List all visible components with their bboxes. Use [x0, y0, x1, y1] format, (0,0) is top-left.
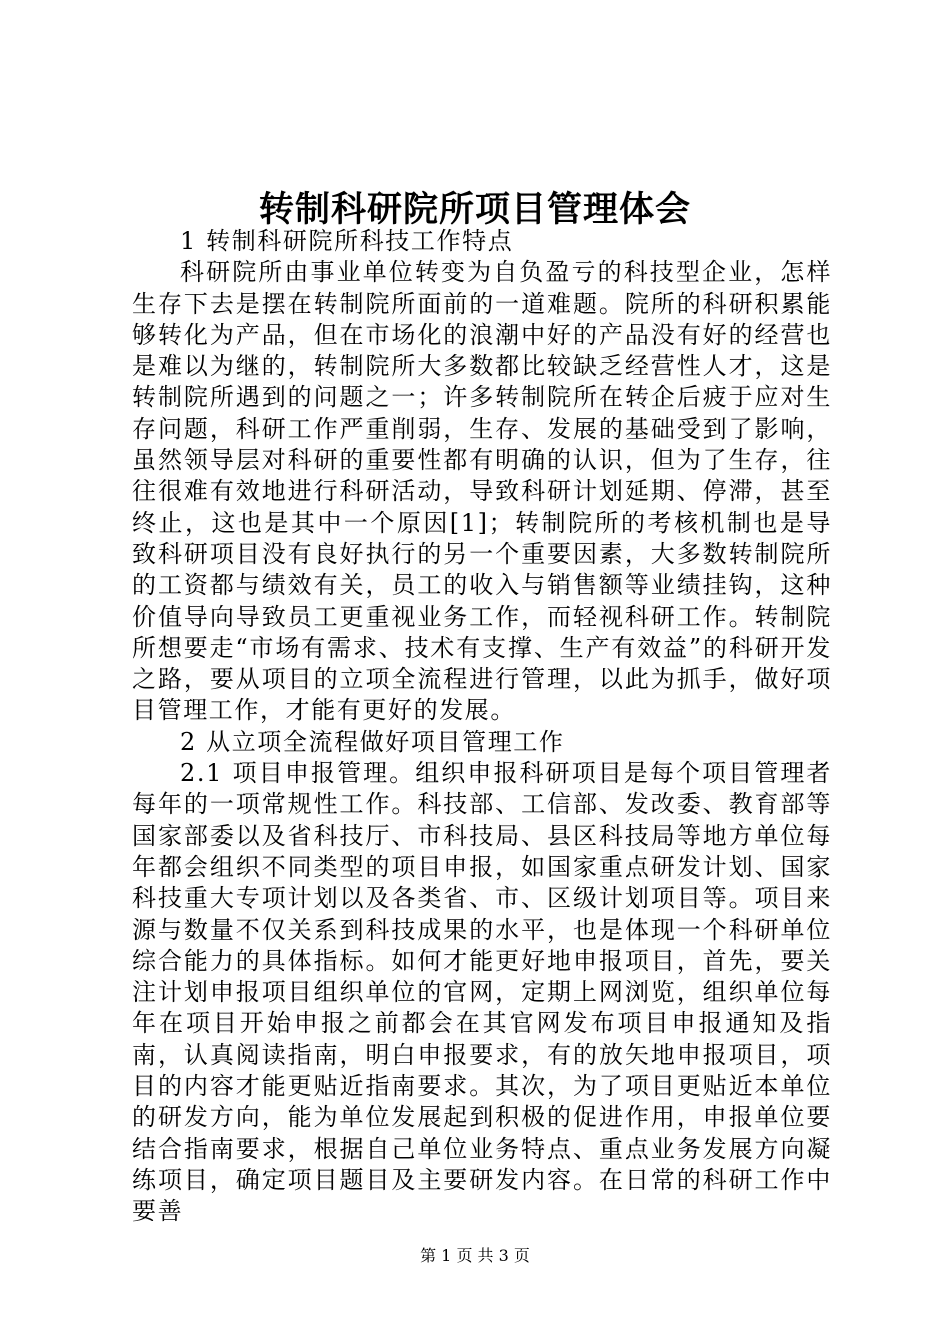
section-heading-2: 2 从立项全流程做好项目管理工作 [180, 727, 565, 756]
document-body [132, 226, 832, 1228]
section-heading-1: 1 转制科研院所科技工作特点 [180, 227, 514, 255]
page-footer: 第 1 页 共 3 页 [420, 1246, 530, 1265]
section-paragraph-1: 科研院所由事业单位转变为自负盈亏的科技型企业，怎样生存下去是摆在转制院所面前的一道难题。院所的科研积累能够转化为产品，但在市场化的浪潮中好的产品没有好的经营也是难以为继的，转制院所大多数都比较缺乏经营性人才，这是转制院所遇到的问题之一；许多转制院所在转企后疲于应对生存问题，科研工作严重削弱，生存、发展的基础受到了影响，虽然领导层对科研的重要性都有明确的认识，但为了生存，往往很难有效地进行科研活动，导致科研计划延期、停滞，甚至终止，这也是其中一个原因[1]；转制院所的考核机制也是导致科研项目没有良好执行的另一个重要因素，大多数转制院所的工资都与绩效有关，员工的收入与销售额等业绩挂钩，这种价值导向导致员工更重视业务工作，而轻视科研工作。转制院所想要走“市场有需求、技术有支撑、生产有效益”的科研开发之路，要从项目的立项全流程进行管理，以此为抓手，做好项目管理工作，才能有更好的发展。 [132, 258, 832, 725]
section-paragraph-2: 2.1 项目申报管理。组织申报科研项目是每个项目管理者每年的一项常规性工作。科技部、工信部、发改委、教育部等国家部委以及省科技厅、市科技局、县区科技局等地方单位每年都会组织不同类型的项目申报，如国家重点研发计划、国家科技重大专项计划以及各类省、市、区级计划项目等。项目来源与数量不仅关系到科技成果的水平，也是体现一个科研单位综合能力的具体指标。如何才能更好地申报项目，首先，要关注计划申报项目组织单位的官网，定期上网浏览，组织单位每年在项目开始申报之前都会在其官网发布项目申报通知及指南，认真阅读指南，明白申报要求，有的放矢地申报项目，项目的内容才能更贴近指南要求。其次，为了项目更贴近本单位的研发方向，能为单位发展起到积极的促进作用，申报单位要结合指南要求，根据自己单位业务特点、重点业务发展方向凝练项目，确定项目题目及主要研发内容。在日常的科研工作中要善 [132, 759, 832, 1226]
document-title: 转制科研院所项目管理体会 [258, 189, 691, 230]
